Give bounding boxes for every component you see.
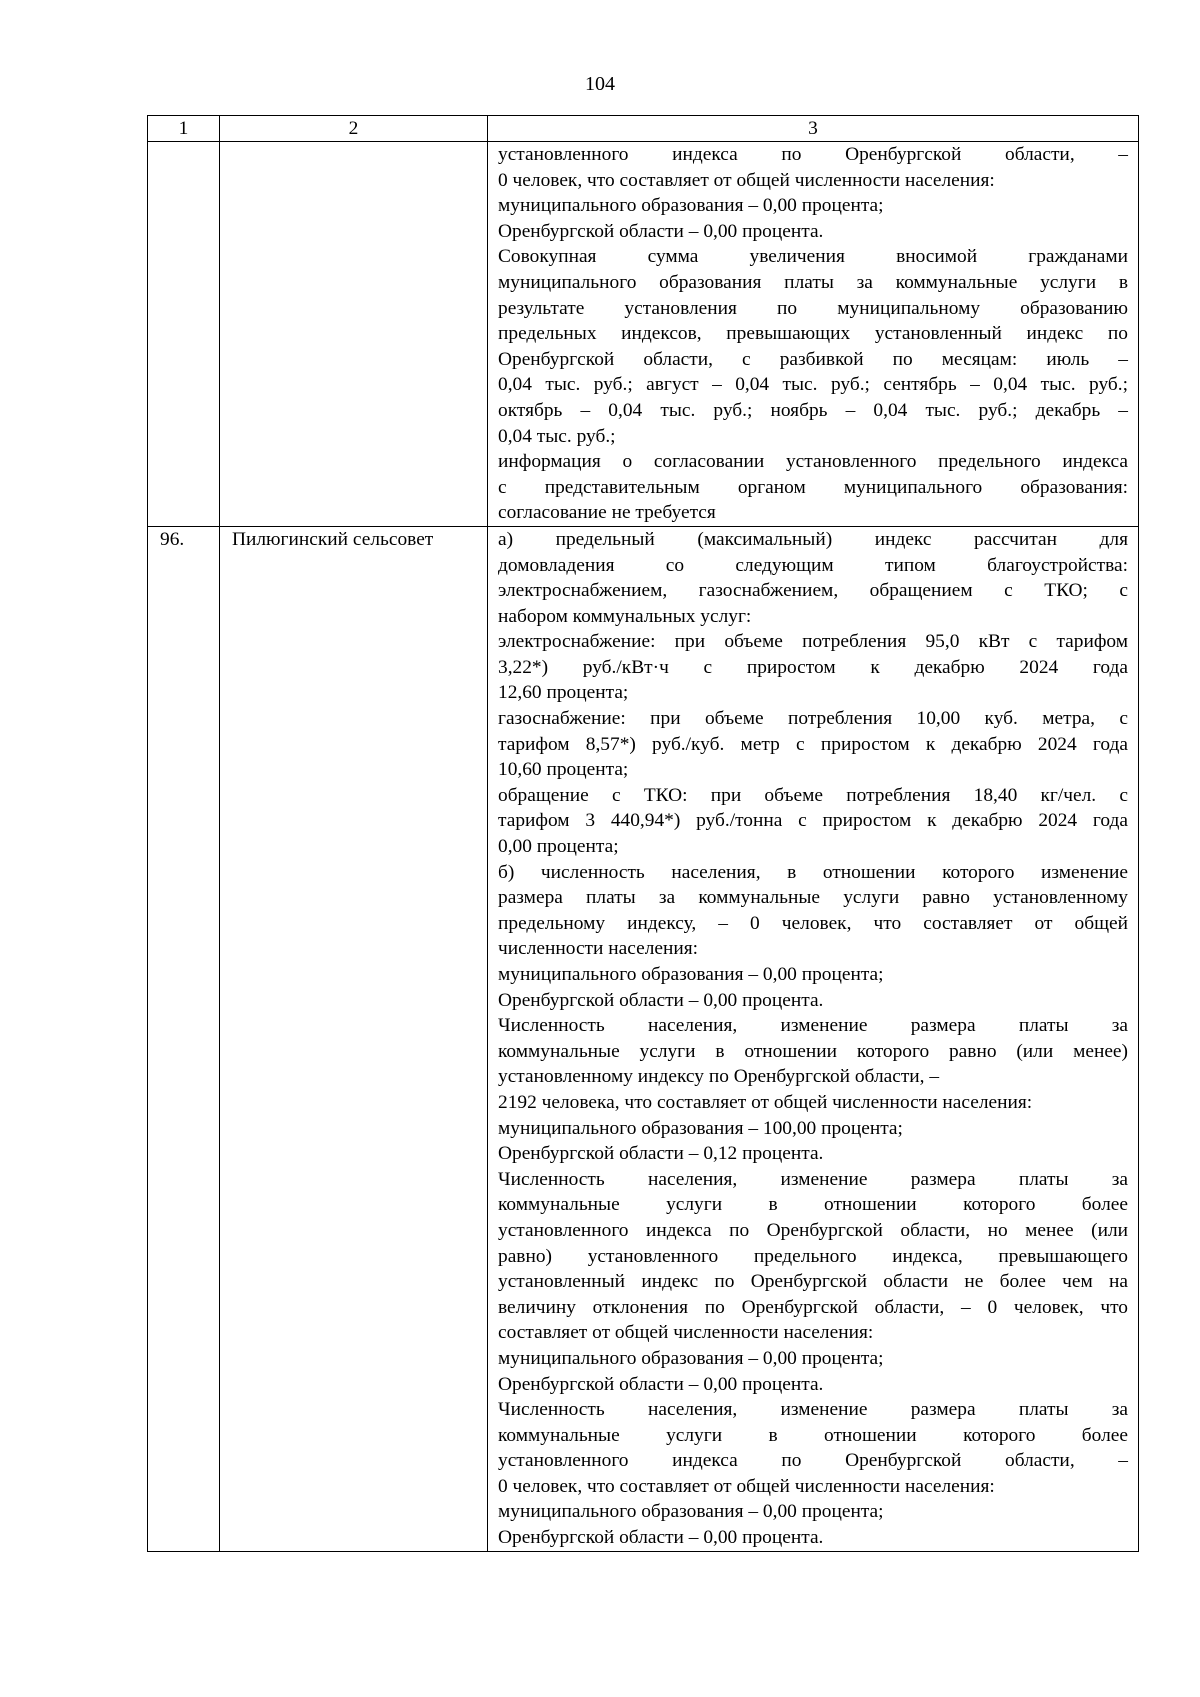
content-line: обращение с ТКО: при объеме потребления 18,40 кг/чел. с xyxy=(498,784,1128,806)
column-header-2: 2 xyxy=(220,116,488,142)
content-line: информация о согласовании установленного предельного индекса xyxy=(498,451,1128,473)
data-table xyxy=(147,115,1139,1552)
content-line: электроснабжение: при объеме потребления 95,0 кВт с тарифом xyxy=(498,631,1128,653)
row-number xyxy=(148,142,220,527)
content-line: Численность населения, изменение размера платы за xyxy=(498,1399,1128,1421)
content-line: тарифом 8,57*) руб./куб. метр с приростом к декабрю 2024 года xyxy=(498,733,1128,755)
content-line: Оренбургской области – 0,00 процента. xyxy=(498,220,824,242)
content-line: величину отклонения по Оренбургской области, – 0 человек, что xyxy=(498,1296,1128,1318)
table-header-row xyxy=(148,116,1139,142)
content-line: 12,60 процента; xyxy=(498,682,629,704)
content-line: 0 человек, что составляет от общей численности населения: xyxy=(498,1475,995,1497)
row-number: 96. xyxy=(148,526,220,1551)
table-row-96 xyxy=(148,526,1139,1551)
column-header-1: 1 xyxy=(148,116,220,142)
content-line: домовладения со следующим типом благоустройства: xyxy=(498,554,1128,576)
content-line: равно) установленного предельного индекса, превышающего xyxy=(498,1245,1128,1267)
content-line: 0,00 процента; xyxy=(498,836,619,858)
content-line: а) предельный (максимальный) индекс рассчитан для xyxy=(498,528,1128,550)
content-line: муниципального образования – 0,00 процента; xyxy=(498,964,884,985)
content-line: 2192 человека, что составляет от общей численности населения: xyxy=(498,1091,1033,1113)
content-line: Совокупная сумма увеличения вносимой гражданами xyxy=(498,246,1128,268)
content-line: установленного индекса по Оренбургской области, но менее (или xyxy=(498,1219,1128,1241)
row-content xyxy=(488,142,1139,527)
content-line: муниципального образования – 0,00 процента; xyxy=(498,195,884,217)
content-line: установленного индекса по Оренбургской области, – xyxy=(498,144,1128,165)
content-line: Численность населения, изменение размера платы за xyxy=(498,1015,1128,1037)
content-line: коммунальные услуги в отношении которого равно (или менее) xyxy=(498,1040,1128,1062)
content-line: муниципального образования – 100,00 процента; xyxy=(498,1117,903,1139)
content-line: муниципального образования – 0,00 процента; xyxy=(498,1501,884,1523)
content-line: Оренбургской области – 0,00 процента. xyxy=(498,1527,824,1549)
column-header-3: 3 xyxy=(488,116,1139,142)
content-line: установленного индекса по Оренбургской области, – xyxy=(498,1450,1128,1472)
content-line: с представительным органом муниципального образования: xyxy=(498,476,1128,498)
page-number: 104 xyxy=(585,73,615,95)
content-line: размера платы за коммунальные услуги равно установленному xyxy=(498,887,1128,909)
table-row-continued xyxy=(148,142,1139,527)
content-line: муниципального образования платы за коммунальные услуги в xyxy=(498,271,1128,293)
content-line: Оренбургской области – 0,00 процента. xyxy=(498,1373,824,1395)
content-line: 0,04 тыс. руб.; август – 0,04 тыс. руб.; сентябрь – 0,04 тыс. руб.; xyxy=(498,374,1128,396)
content-line: коммунальные услуги в отношении которого более xyxy=(498,1424,1128,1446)
content-line: Оренбургской области – 0,12 процента. xyxy=(498,1143,824,1165)
content-line: составляет от общей численности населения: xyxy=(498,1322,874,1344)
municipality-name xyxy=(220,142,488,527)
content-line: электроснабжением, газоснабжением, обращением с ТКО; с xyxy=(498,580,1128,602)
content-line: 10,60 процента; xyxy=(498,759,629,781)
row-content xyxy=(488,526,1139,1551)
content-line: муниципального образования – 0,00 процента; xyxy=(498,1347,884,1369)
content-line: 0,04 тыс. руб.; xyxy=(498,425,616,447)
content-line: 0 человек, что составляет от общей численности населения: xyxy=(498,169,995,191)
content-line: установленный индекс по Оренбургской области не более чем на xyxy=(498,1271,1128,1293)
content-line: Численность населения, изменение размера платы за xyxy=(498,1168,1128,1190)
content-line: набором коммунальных услуг: xyxy=(498,605,752,627)
content-line: б) численность населения, в отношении которого изменение xyxy=(498,861,1128,883)
content-line: результате установления по муниципальному образованию xyxy=(498,297,1128,319)
content-line: тарифом 3 440,94*) руб./тонна с приростом к декабрю 2024 года xyxy=(498,810,1128,832)
municipality-name: Пилюгинский сельсовет xyxy=(220,526,488,1551)
content-line: предельных индексов, превышающих установленный индекс по xyxy=(498,323,1128,345)
content-line: согласование не требуется xyxy=(498,502,716,524)
content-line: Оренбургской области, с разбивкой по месяцам: июль – xyxy=(498,348,1128,370)
content-line: 3,22*) руб./кВт·ч с приростом к декабрю 2024 года xyxy=(498,656,1128,678)
content-line: газоснабжение: при объеме потребления 10,00 куб. метра, с xyxy=(498,708,1128,730)
content-line: установленному индексу по Оренбургской области, – xyxy=(498,1066,940,1088)
content-line: предельному индексу, – 0 человек, что составляет от общей xyxy=(498,912,1128,934)
content-line: Оренбургской области – 0,00 процента. xyxy=(498,989,824,1011)
content-line: коммунальные услуги в отношении которого более xyxy=(498,1194,1128,1216)
content-line: численности населения: xyxy=(498,938,699,960)
content-line: октябрь – 0,04 тыс. руб.; ноябрь – 0,04 тыс. руб.; декабрь – xyxy=(498,399,1128,421)
